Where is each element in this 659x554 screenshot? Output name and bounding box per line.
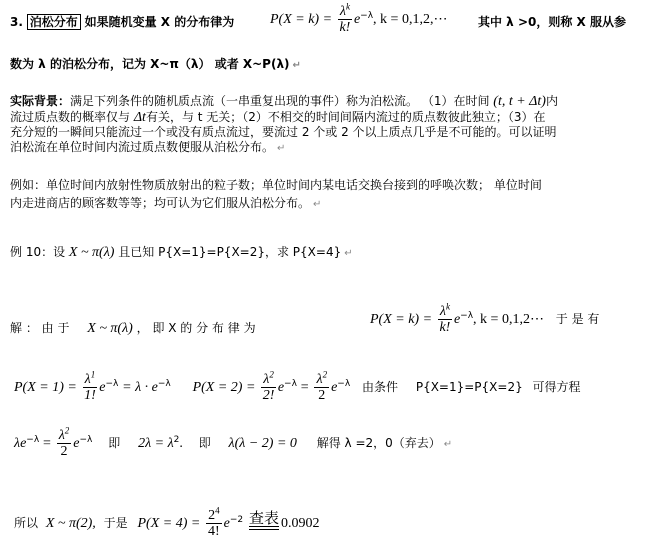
solution-formula: P(X = k) = $\frac{\lambda^k}{k!}$ $e^{-\lambda}$, k = 0,1,2⋯ 于 是 有 (370, 301, 600, 335)
example-10: 例 10：设 X ~ π(λ) 且已知 P{X=1}=P{X=2}，求 P{X=4} ↵ (10, 245, 353, 260)
examples-line-1: 例如：单位时间内放射性物质放射出的粒子数；单位时间内某电话交换台接到的呼唤次数； 单位时间 (10, 178, 542, 192)
lookup-table-equals: 查表 (249, 510, 279, 538)
background-line-4: 泊松流在单位时间内流过质点数便服从泊松分布。 ↵ (10, 140, 286, 154)
title-line-2: 数为 λ 的泊松分布，记为 X~π（λ） 或者 X~P(λ) ↵ (10, 57, 301, 71)
final-answer-line: 所以 X ~ π(2), 于是 P(X = 4) = $\frac{2^4}{4!}$ $e^{-2}$ 查表 0.0902 (14, 505, 320, 539)
title-intro: 如果随机变量 X 的分布律为 (84, 15, 235, 29)
background-line-2: 流过质点数的概率仅与 Δt有关，与 t 无关；（2）不相交的时间间隔内流过的质点数彼此独立；（3）在 (10, 110, 546, 125)
background-label: 实际背景： (10, 94, 71, 108)
background-line-3: 充分短的一瞬间只能流过一个或没有质点流过，要流过 2 个或 2 个以上质点几乎是不可能的。可以证明 (10, 125, 557, 139)
solution-intro: 解 ： 由 于 X ~ π(λ) ， 即 X 的 分 布 律 为 (10, 321, 256, 336)
title-condition: 其中 λ >0，则称 X 服从参 (478, 15, 626, 29)
final-result: 0.0902 (280, 516, 320, 531)
background-line-1: 实际背景：满足下列条件的随机质点流（一串重复出现的事件）称为泊松流。 （1）在时间 (t, t + Δt)内 (10, 94, 558, 109)
solve-equation-line: $\lambda e^{-\lambda}$ = $\frac{\lambda^2}{2}$ $e^{-\lambda}$ 即 $2\lambda = \lambda^2$. 即 λ(λ − 2) = 0 解得 λ =2，0（弃去） ↵ (14, 425, 453, 459)
time-interval: (t, t + Δt) (493, 94, 546, 109)
probability-equations: P(X = 1) = $\frac{\lambda^1}{1!}$ $e^{-\lambda} = \lambda \cdot e^{-\lambda}$ P(X = 2) = $\frac{\lambda^2}{2!}$ $e^{-\lambda}$ = $\frac{\lambda^2}{2}$ $e^{-\lambda}$ 由条件 P{X=1}=P{X=2} 可得方程 (14, 369, 581, 403)
title-fraction: $\frac{\lambda^k}{k!}$ (339, 1, 351, 35)
title-formula: P(X = k) = $\frac{\lambda^k}{k!}$ $e^{-\lambda}$, k = 0,1,2,⋯ (270, 1, 448, 35)
examples-line-2: 内走进商店的顾客数等等；均可认为它们服从泊松分布。 ↵ (10, 196, 322, 210)
title-line (10, 14, 234, 30)
section-number: 3. (10, 15, 23, 29)
section-title: 泊松分布 (27, 14, 81, 30)
